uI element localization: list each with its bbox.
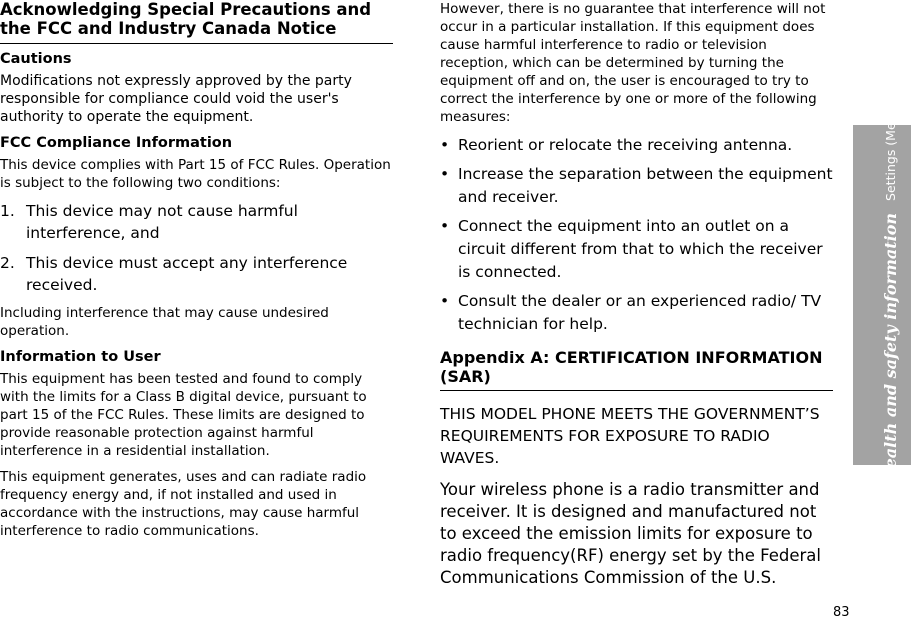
side-tab-label xyxy=(861,106,911,484)
fcc-text: This device complies with Part 15 of FCC Rules. Operation is subject to the following two conditions: xyxy=(0,157,391,191)
list-text: Consult the dealer or an experienced radio/ TV technician for help. xyxy=(458,292,822,333)
bullet-icon: • xyxy=(440,217,450,235)
list-item xyxy=(440,163,833,209)
bullet-icon: • xyxy=(440,165,450,183)
measures-list xyxy=(440,134,833,336)
conditions-list xyxy=(0,200,393,296)
list-text: This device must accept any interference received. xyxy=(26,254,348,294)
list-text: Connect the equipment into an outlet on a circuit different from that to which the receiver is connected. xyxy=(458,217,823,281)
page-title: Acknowledging Special Precautions and the FCC and Industry Canada Notice xyxy=(0,0,393,44)
guarantee-text: However, there is no guarantee that interference will not occur in a particular installation. If this equipment does cause harmful interference to radio or television reception, which can be determined by turning the equipment off and on, the user is encouraged to try to correct the interference by one or more of the following measures: xyxy=(440,1,826,125)
list-item xyxy=(440,134,833,157)
left-column xyxy=(0,0,393,548)
bullet-icon: • xyxy=(440,292,450,310)
list-item xyxy=(0,200,393,244)
page-number: 83 xyxy=(833,605,850,620)
bullet-icon: • xyxy=(440,136,450,154)
list-text: This device may not cause harmful interference, and xyxy=(26,202,298,242)
side-tab-section: Settings (Menu xyxy=(882,106,898,201)
list-item xyxy=(0,252,393,296)
cautions-text: Modifications not expressly approved by the party responsible for compliance could void the user's authority to operate the equipment. xyxy=(0,73,352,125)
fcc-heading: FCC Compliance Information xyxy=(0,135,233,151)
side-section-tab xyxy=(853,106,911,484)
side-tab-title: Health and safety information xyxy=(880,212,900,484)
list-item xyxy=(440,290,833,336)
appendix-caps-text: THIS MODEL PHONE MEETS THE GOVERNMENT’S REQUIREMENTS FOR EXPOSURE TO RADIO WAVES. xyxy=(440,405,820,467)
appendix-text: Your wireless phone is a radio transmitter and receiver. It is designed and manufactured not to exceed the emission limits for exposure to radio frequency(RF) energy set by the Federal Communications Commission of the U.S. xyxy=(440,480,821,587)
list-number: 1. xyxy=(0,202,15,220)
info-text-2: This equipment generates, uses and can radiate radio frequency energy and, if not installed and used in accordance with the instructions, may cause harmful interference to radio communications. xyxy=(0,469,367,539)
list-text: Increase the separation between the equipment and receiver. xyxy=(458,165,833,206)
including-text: Including interference that may cause undesired operation. xyxy=(0,305,329,339)
right-column xyxy=(440,0,833,589)
info-heading: Information to User xyxy=(0,349,161,365)
appendix-heading: Appendix A: CERTIFICATION INFORMATION (SAR) xyxy=(440,348,833,391)
cautions-heading: Cautions xyxy=(0,51,72,67)
list-text: Reorient or relocate the receiving antenna. xyxy=(458,136,793,154)
list-number: 2. xyxy=(0,254,15,272)
list-item xyxy=(440,215,833,284)
info-text-1: This equipment has been tested and found to comply with the limits for a Class B digital device, pursuant to part 15 of the FCC Rules. These limits are designed to provide reasonable protection against harmful interference in a residential installation. xyxy=(0,371,367,459)
